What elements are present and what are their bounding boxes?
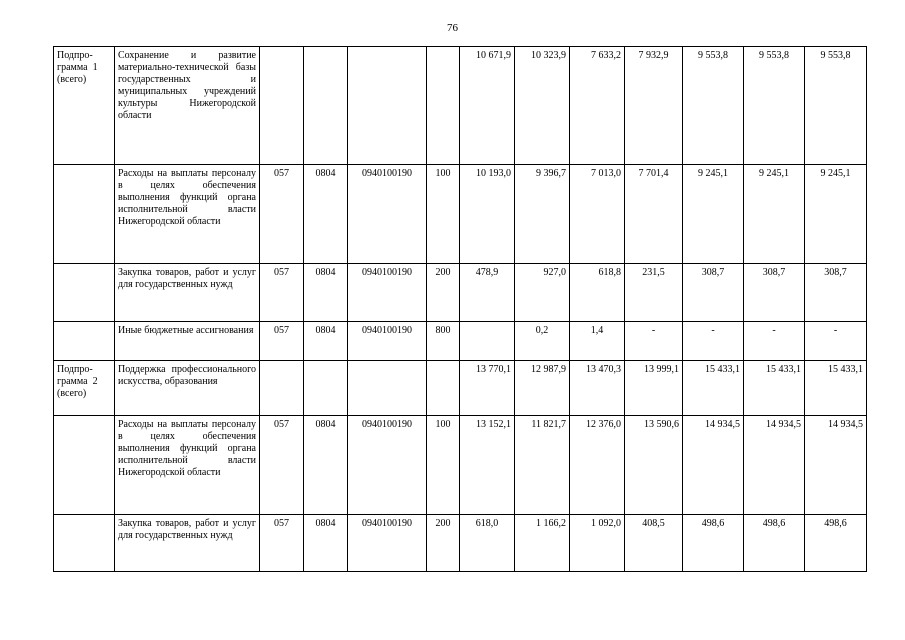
value-cell: 498,6 (805, 514, 867, 571)
table-row (54, 415, 867, 514)
rz-cell (304, 47, 348, 165)
value-cell: - (625, 321, 683, 360)
value-cell: 12 987,9 (515, 360, 570, 415)
value-cell: 14 934,5 (683, 415, 744, 514)
csr-cell: 0940100190 (348, 415, 427, 514)
value-cell: 0,2 (515, 321, 570, 360)
vr-cell (427, 47, 460, 165)
value-cell (460, 321, 515, 360)
value-cell: 7 932,9 (625, 47, 683, 165)
page-number: 76 (447, 22, 458, 34)
value-cell: 13 152,1 (460, 415, 515, 514)
vr-cell: 100 (427, 415, 460, 514)
value-cell: 9 553,8 (744, 47, 805, 165)
vr-cell (427, 360, 460, 415)
expense-name-cell: Расходы на выплаты персоналу в целях обеспечения выполнения функций органа исполнительной власти Нижегородской области (115, 415, 260, 514)
grbs-cell: 057 (260, 165, 304, 263)
csr-cell (348, 360, 427, 415)
value-cell: 308,7 (683, 263, 744, 321)
value-cell: 231,5 (625, 263, 683, 321)
value-cell: 9 396,7 (515, 165, 570, 263)
value-cell: 9 245,1 (805, 165, 867, 263)
rz-cell: 0804 (304, 415, 348, 514)
grbs-cell: 057 (260, 514, 304, 571)
expense-name-cell: Закупка товаров, работ и услуг для государственных нужд (115, 263, 260, 321)
value-cell: 10 323,9 (515, 47, 570, 165)
value-cell: 927,0 (515, 263, 570, 321)
value-cell: 1,4 (570, 321, 625, 360)
grbs-cell (260, 360, 304, 415)
rz-cell: 0804 (304, 321, 348, 360)
value-cell: - (744, 321, 805, 360)
value-cell: 11 821,7 (515, 415, 570, 514)
value-cell: 7 701,4 (625, 165, 683, 263)
rz-cell: 0804 (304, 165, 348, 263)
grbs-cell (260, 47, 304, 165)
csr-cell: 0940100190 (348, 263, 427, 321)
value-cell: 14 934,5 (805, 415, 867, 514)
expense-name-cell: Иные бюджетные ассигнования (115, 321, 260, 360)
program-cell (54, 514, 115, 571)
vr-cell: 200 (427, 514, 460, 571)
program-cell (54, 165, 115, 263)
rz-cell (304, 360, 348, 415)
value-cell: 1 166,2 (515, 514, 570, 571)
table-row (54, 263, 867, 321)
grbs-cell: 057 (260, 321, 304, 360)
program-cell: Подпро- грамма 2 (всего) (54, 360, 115, 415)
expense-name-cell: Расходы на выплаты персоналу в целях обеспечения выполнения функций органа исполнительной власти Нижегородской области (115, 165, 260, 263)
value-cell: 9 245,1 (744, 165, 805, 263)
value-cell: 498,6 (744, 514, 805, 571)
budget-table (53, 46, 867, 572)
grbs-cell: 057 (260, 415, 304, 514)
value-cell: 13 470,3 (570, 360, 625, 415)
value-cell: 618,0 (460, 514, 515, 571)
expense-name-cell: Закупка товаров, работ и услуг для государственных нужд (115, 514, 260, 571)
program-cell (54, 415, 115, 514)
value-cell: 9 553,8 (683, 47, 744, 165)
expense-name-cell: Сохранение и развитие материально-технической базы государственных и муниципальных учреждений культуры Нижегородской области (115, 47, 260, 165)
program-cell (54, 321, 115, 360)
program-cell (54, 263, 115, 321)
rz-cell: 0804 (304, 263, 348, 321)
csr-cell: 0940100190 (348, 514, 427, 571)
value-cell: 13 590,6 (625, 415, 683, 514)
vr-cell: 200 (427, 263, 460, 321)
value-cell: 308,7 (744, 263, 805, 321)
expense-name-cell: Поддержка профессионального искусства, образования (115, 360, 260, 415)
table-row (54, 514, 867, 571)
value-cell: 408,5 (625, 514, 683, 571)
table-row (54, 360, 867, 415)
value-cell: - (805, 321, 867, 360)
vr-cell: 100 (427, 165, 460, 263)
value-cell: 15 433,1 (683, 360, 744, 415)
value-cell: 13 770,1 (460, 360, 515, 415)
value-cell: 10 193,0 (460, 165, 515, 263)
grbs-cell: 057 (260, 263, 304, 321)
table-row (54, 321, 867, 360)
value-cell: 15 433,1 (805, 360, 867, 415)
table-row (54, 47, 867, 165)
value-cell: 1 092,0 (570, 514, 625, 571)
csr-cell: 0940100190 (348, 165, 427, 263)
value-cell: 7 013,0 (570, 165, 625, 263)
program-cell: Подпро- грамма 1 (всего) (54, 47, 115, 165)
value-cell: 308,7 (805, 263, 867, 321)
value-cell: 10 671,9 (460, 47, 515, 165)
csr-cell (348, 47, 427, 165)
rz-cell: 0804 (304, 514, 348, 571)
value-cell: 7 633,2 (570, 47, 625, 165)
value-cell: - (683, 321, 744, 360)
vr-cell: 800 (427, 321, 460, 360)
value-cell: 12 376,0 (570, 415, 625, 514)
value-cell: 9 245,1 (683, 165, 744, 263)
value-cell: 9 553,8 (805, 47, 867, 165)
value-cell: 14 934,5 (744, 415, 805, 514)
table-row (54, 165, 867, 263)
csr-cell: 0940100190 (348, 321, 427, 360)
value-cell: 13 999,1 (625, 360, 683, 415)
value-cell: 498,6 (683, 514, 744, 571)
value-cell: 618,8 (570, 263, 625, 321)
value-cell: 15 433,1 (744, 360, 805, 415)
value-cell: 478,9 (460, 263, 515, 321)
